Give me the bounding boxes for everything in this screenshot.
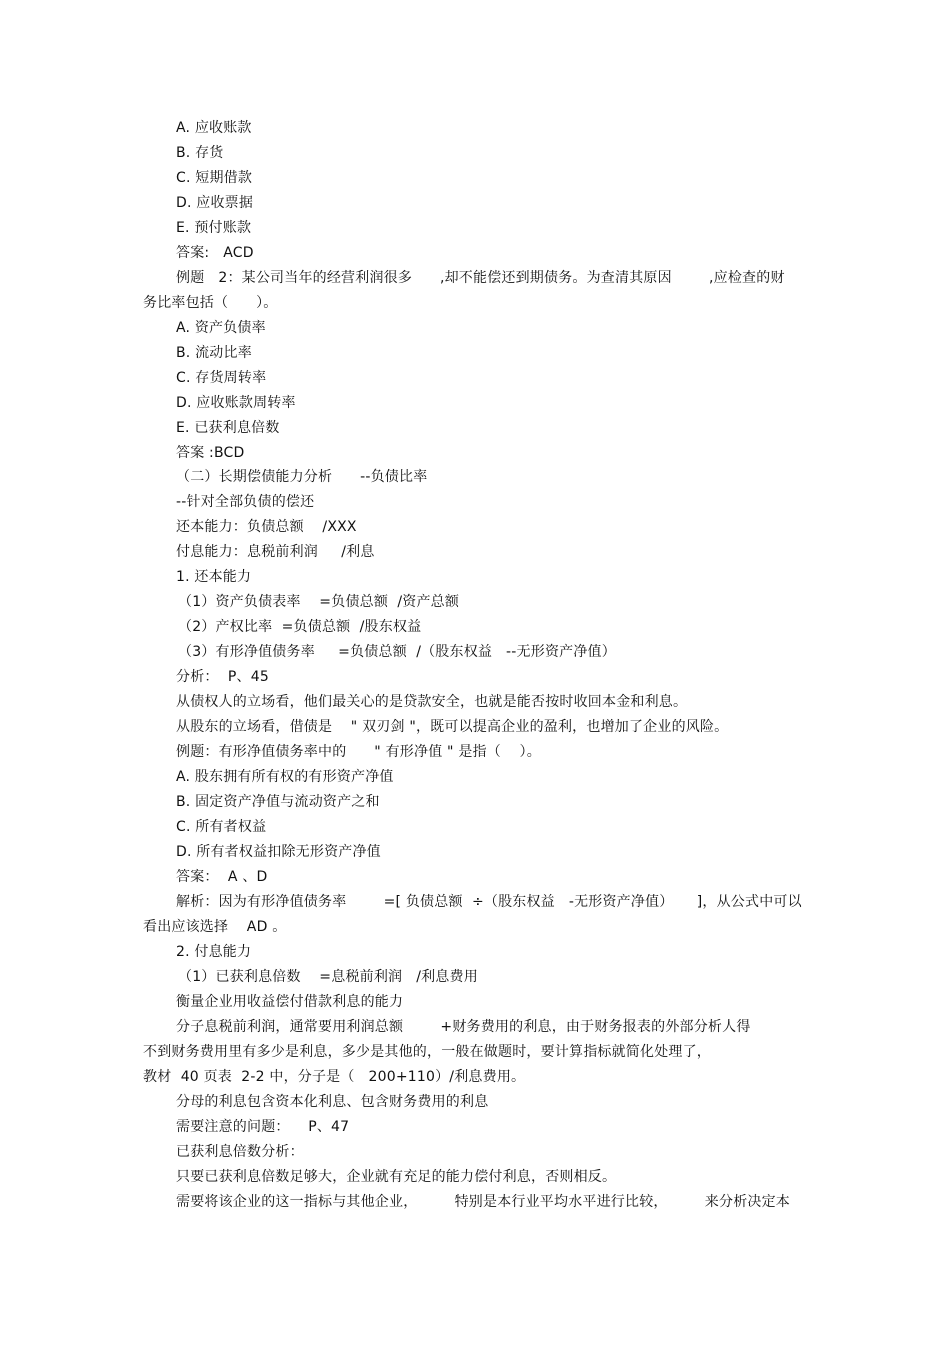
option-a-line: A. 应收账款 xyxy=(176,120,252,136)
option-d-line: D. 应收票据 xyxy=(176,195,254,211)
option-e-line: E. 预付账款 xyxy=(176,220,252,236)
answer-line: 答案: ACD xyxy=(176,245,254,261)
option-c-line: C. 所有者权益 xyxy=(176,819,267,835)
option-b-line: B. 固定资产净值与流动资产之和 xyxy=(176,794,380,810)
text-line: 从股东的立场看，借债是 " 双刃剑 "，既可以提高企业的盈利，也增加了企业的风险。 xyxy=(176,719,729,735)
option-d-line: D. 所有者权益扣除无形资产净值 xyxy=(176,844,381,860)
text-line: 不到财务费用里有多少是利息，多少是其他的，一般在做题时，要计算指标就简化处理了， xyxy=(143,1044,711,1060)
text-line: 分子息税前利润，通常要用利润总额 +财务费用的利息，由于财务报表的外部分析人得 xyxy=(176,1019,751,1035)
option-b-line: B. 流动比率 xyxy=(176,345,252,361)
option-b-line: B. 存货 xyxy=(176,145,224,161)
text-line: 分析： P、45 xyxy=(176,669,269,685)
example-question: 例题：有形净值债务率中的 " 有形净值 " 是指（ ）。 xyxy=(176,744,541,760)
text-line: 衡量企业用收益偿付借款利息的能力 xyxy=(176,994,404,1010)
explanation-line: 解析：因为有形净值债务率 =[ 负债总额 ÷（股东权益 -无形资产净值） ]，从公式中可以 xyxy=(176,894,802,910)
text-line: 只要已获利息倍数足够大，企业就有充足的能力偿付利息，否则相反。 xyxy=(176,1169,617,1185)
text-line: 还本能力：负债总额 /XXX xyxy=(176,519,357,535)
option-a-line: A. 股东拥有所有权的有形资产净值 xyxy=(176,769,394,785)
formula-line: （2）产权比率 =负债总额 /股东权益 xyxy=(178,619,422,635)
text-line: 分母的利息包含资本化利息、包含财务费用的利息 xyxy=(176,1094,489,1110)
text-line: --针对全部负债的偿还 xyxy=(176,494,315,510)
option-e-line: E. 已获利息倍数 xyxy=(176,420,280,436)
text-line: 需要注意的问题： P、47 xyxy=(176,1119,350,1135)
formula-line: （3）有形净值债务率 =负债总额 /（股东权益 --无形资产净值） xyxy=(178,644,616,660)
text-line: 从债权人的立场看，他们最关心的是贷款安全，也就是能否按时收回本金和利息。 xyxy=(176,694,688,710)
text-line: 需要将该企业的这一指标与其他企业， 特别是本行业平均水平进行比较， 来分析决定本 xyxy=(176,1194,791,1210)
text-line: 付息能力：息税前利润 /利息 xyxy=(176,544,375,560)
subsection-heading: 1. 还本能力 xyxy=(176,569,252,585)
option-d-line: D. 应收账款周转率 xyxy=(176,395,296,411)
text-line: 教材 40 页表 2-2 中，分子是（ 200+110）/利息费用。 xyxy=(143,1069,526,1085)
option-c-line: C. 存货周转率 xyxy=(176,370,267,386)
formula-line: （1）已获利息倍数 =息税前利润 /利息费用 xyxy=(178,969,478,985)
section-heading: （二）长期偿债能力分析 --负债比率 xyxy=(176,469,428,485)
subsection-heading: 2. 付息能力 xyxy=(176,944,252,960)
text-line: 已获利息倍数分析： xyxy=(176,1144,304,1160)
option-c-line: C. 短期借款 xyxy=(176,170,253,186)
example-2-question-cont: 务比率包括（ ）。 xyxy=(143,295,278,311)
answer-line: 答案 :BCD xyxy=(176,445,245,461)
explanation-line-cont: 看出应该选择 AD 。 xyxy=(143,919,287,935)
answer-line: 答案： A 、D xyxy=(176,869,268,885)
formula-line: （1）资产负债表率 =负债总额 /资产总额 xyxy=(178,594,460,610)
example-2-question: 例题 2：某公司当年的经营利润很多 ,却不能偿还到期债务。为查清其原因 ,应检查的财 xyxy=(176,270,785,286)
option-a-line: A. 资产负债率 xyxy=(176,320,266,336)
